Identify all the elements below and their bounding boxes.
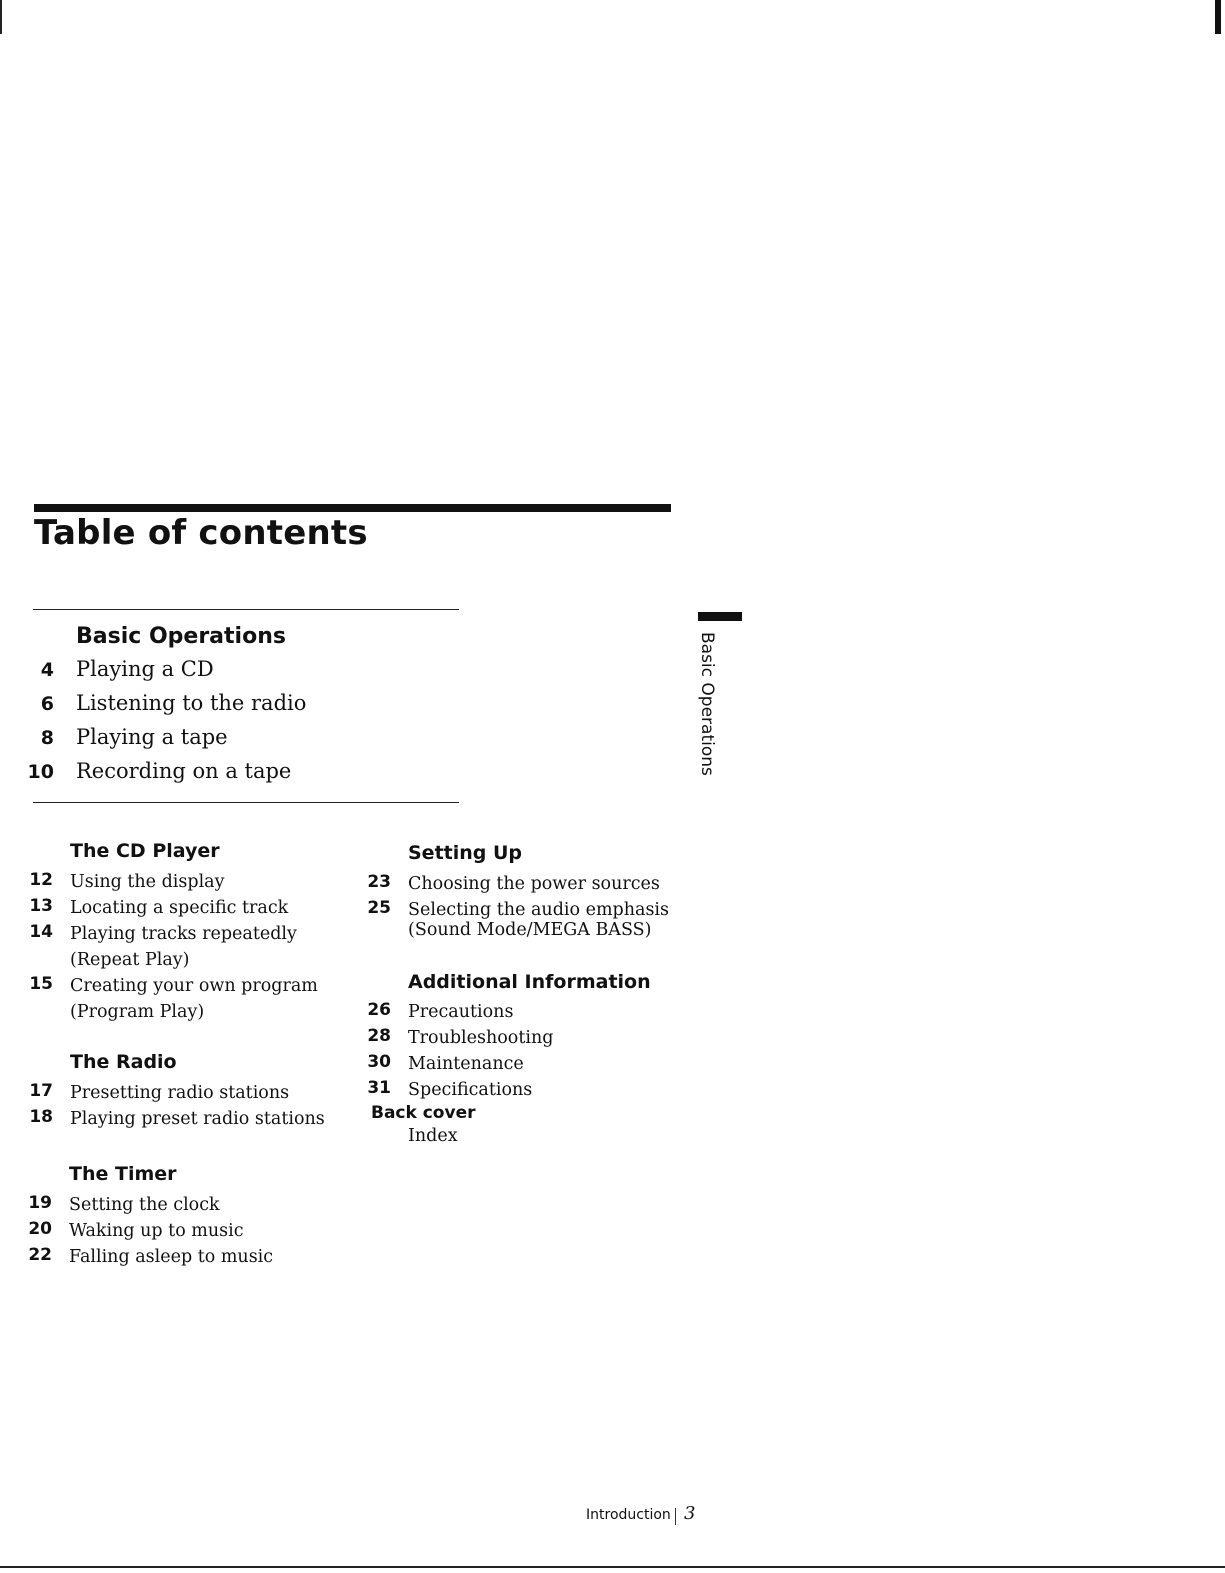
toc-page-number: 6 — [40, 693, 54, 715]
toc-page-number: 22 — [28, 1245, 52, 1265]
title-rule — [34, 504, 671, 512]
section-rule — [33, 609, 459, 610]
toc-entry-subtext: (Sound Mode/MEGA BASS) — [408, 920, 652, 940]
scan-edge-mark — [0, 0, 2, 34]
toc-entry-text: Falling asleep to music — [69, 1247, 274, 1267]
toc-page-number: 20 — [28, 1219, 52, 1239]
toc-entry[interactable] — [0, 691, 440, 725]
toc-entry[interactable] — [0, 657, 440, 691]
toc-page-number: 13 — [29, 896, 53, 916]
cd-player-heading: The CD Player — [70, 840, 220, 862]
setting-up-heading: Setting Up — [408, 842, 523, 864]
toc-page-number: 14 — [29, 922, 53, 942]
timer-heading: The Timer — [69, 1163, 177, 1185]
toc-entry-text: Troubleshooting — [408, 1028, 554, 1048]
toc-entry-text: Listening to the radio — [76, 691, 307, 715]
toc-page-number: 12 — [29, 870, 53, 890]
toc-entry[interactable] — [0, 725, 440, 759]
toc-entry-text: Playing preset radio stations — [70, 1109, 325, 1129]
toc-entry-text: Recording on a tape — [76, 759, 292, 783]
toc-entry-text: Selecting the audio emphasis — [408, 900, 670, 920]
footer-page-number: 3 — [684, 1503, 696, 1524]
footer-section-name: Introduction — [586, 1507, 671, 1523]
scan-edge-mark — [0, 1566, 1225, 1568]
toc-page-number: 17 — [29, 1081, 53, 1101]
toc-page-number: 26 — [367, 1000, 391, 1020]
toc-entry[interactable] — [0, 759, 440, 793]
toc-entry-text: Setting the clock — [69, 1195, 220, 1215]
toc-page-number: 15 — [29, 974, 53, 994]
toc-entry-text: Waking up to music — [69, 1221, 244, 1241]
toc-entry-text: Index — [408, 1126, 458, 1146]
scan-edge-mark — [1215, 0, 1221, 34]
toc-entry-text: Playing a CD — [76, 657, 214, 681]
toc-page-number: 19 — [28, 1193, 52, 1213]
side-tab-marker — [698, 612, 742, 621]
additional-information-heading: Additional Information — [408, 971, 651, 993]
toc-entry-text: Maintenance — [408, 1054, 524, 1074]
toc-entry-text: Playing a tape — [76, 725, 228, 749]
toc-entry-subtext: (Repeat Play) — [70, 950, 190, 970]
toc-page-number: 28 — [367, 1026, 391, 1046]
toc-page-number: 18 — [29, 1107, 53, 1127]
toc-page-number: 4 — [40, 659, 54, 681]
toc-entry-text: Using the display — [70, 872, 225, 892]
footer-separator — [675, 1508, 676, 1525]
toc-page-number: 30 — [367, 1052, 391, 1072]
toc-page-number: 23 — [367, 872, 391, 892]
side-tab-label: Basic Operations — [697, 632, 717, 776]
basic-operations-heading: Basic Operations — [76, 624, 286, 649]
toc-entry-text: Locating a specific track — [70, 898, 289, 918]
toc-entry-text: Playing tracks repeatedly — [70, 924, 297, 944]
radio-heading: The Radio — [70, 1051, 177, 1073]
toc-entry-text: Precautions — [408, 1002, 514, 1022]
toc-entry-text: Creating your own program — [70, 976, 318, 996]
toc-page-number: 25 — [367, 898, 391, 918]
toc-entry-text: Choosing the power sources — [408, 874, 660, 894]
page-title: Table of contents — [34, 513, 368, 553]
toc-entry-text: Specifications — [408, 1080, 533, 1100]
toc-entry-subtext: (Program Play) — [70, 1002, 205, 1022]
toc-page-number: 10 — [27, 761, 54, 783]
section-rule — [33, 802, 459, 803]
toc-page-number: 8 — [40, 727, 54, 749]
toc-entry-text: Presetting radio stations — [70, 1083, 290, 1103]
toc-page-number: 31 — [367, 1078, 391, 1098]
back-cover-label: Back cover — [371, 1103, 476, 1123]
